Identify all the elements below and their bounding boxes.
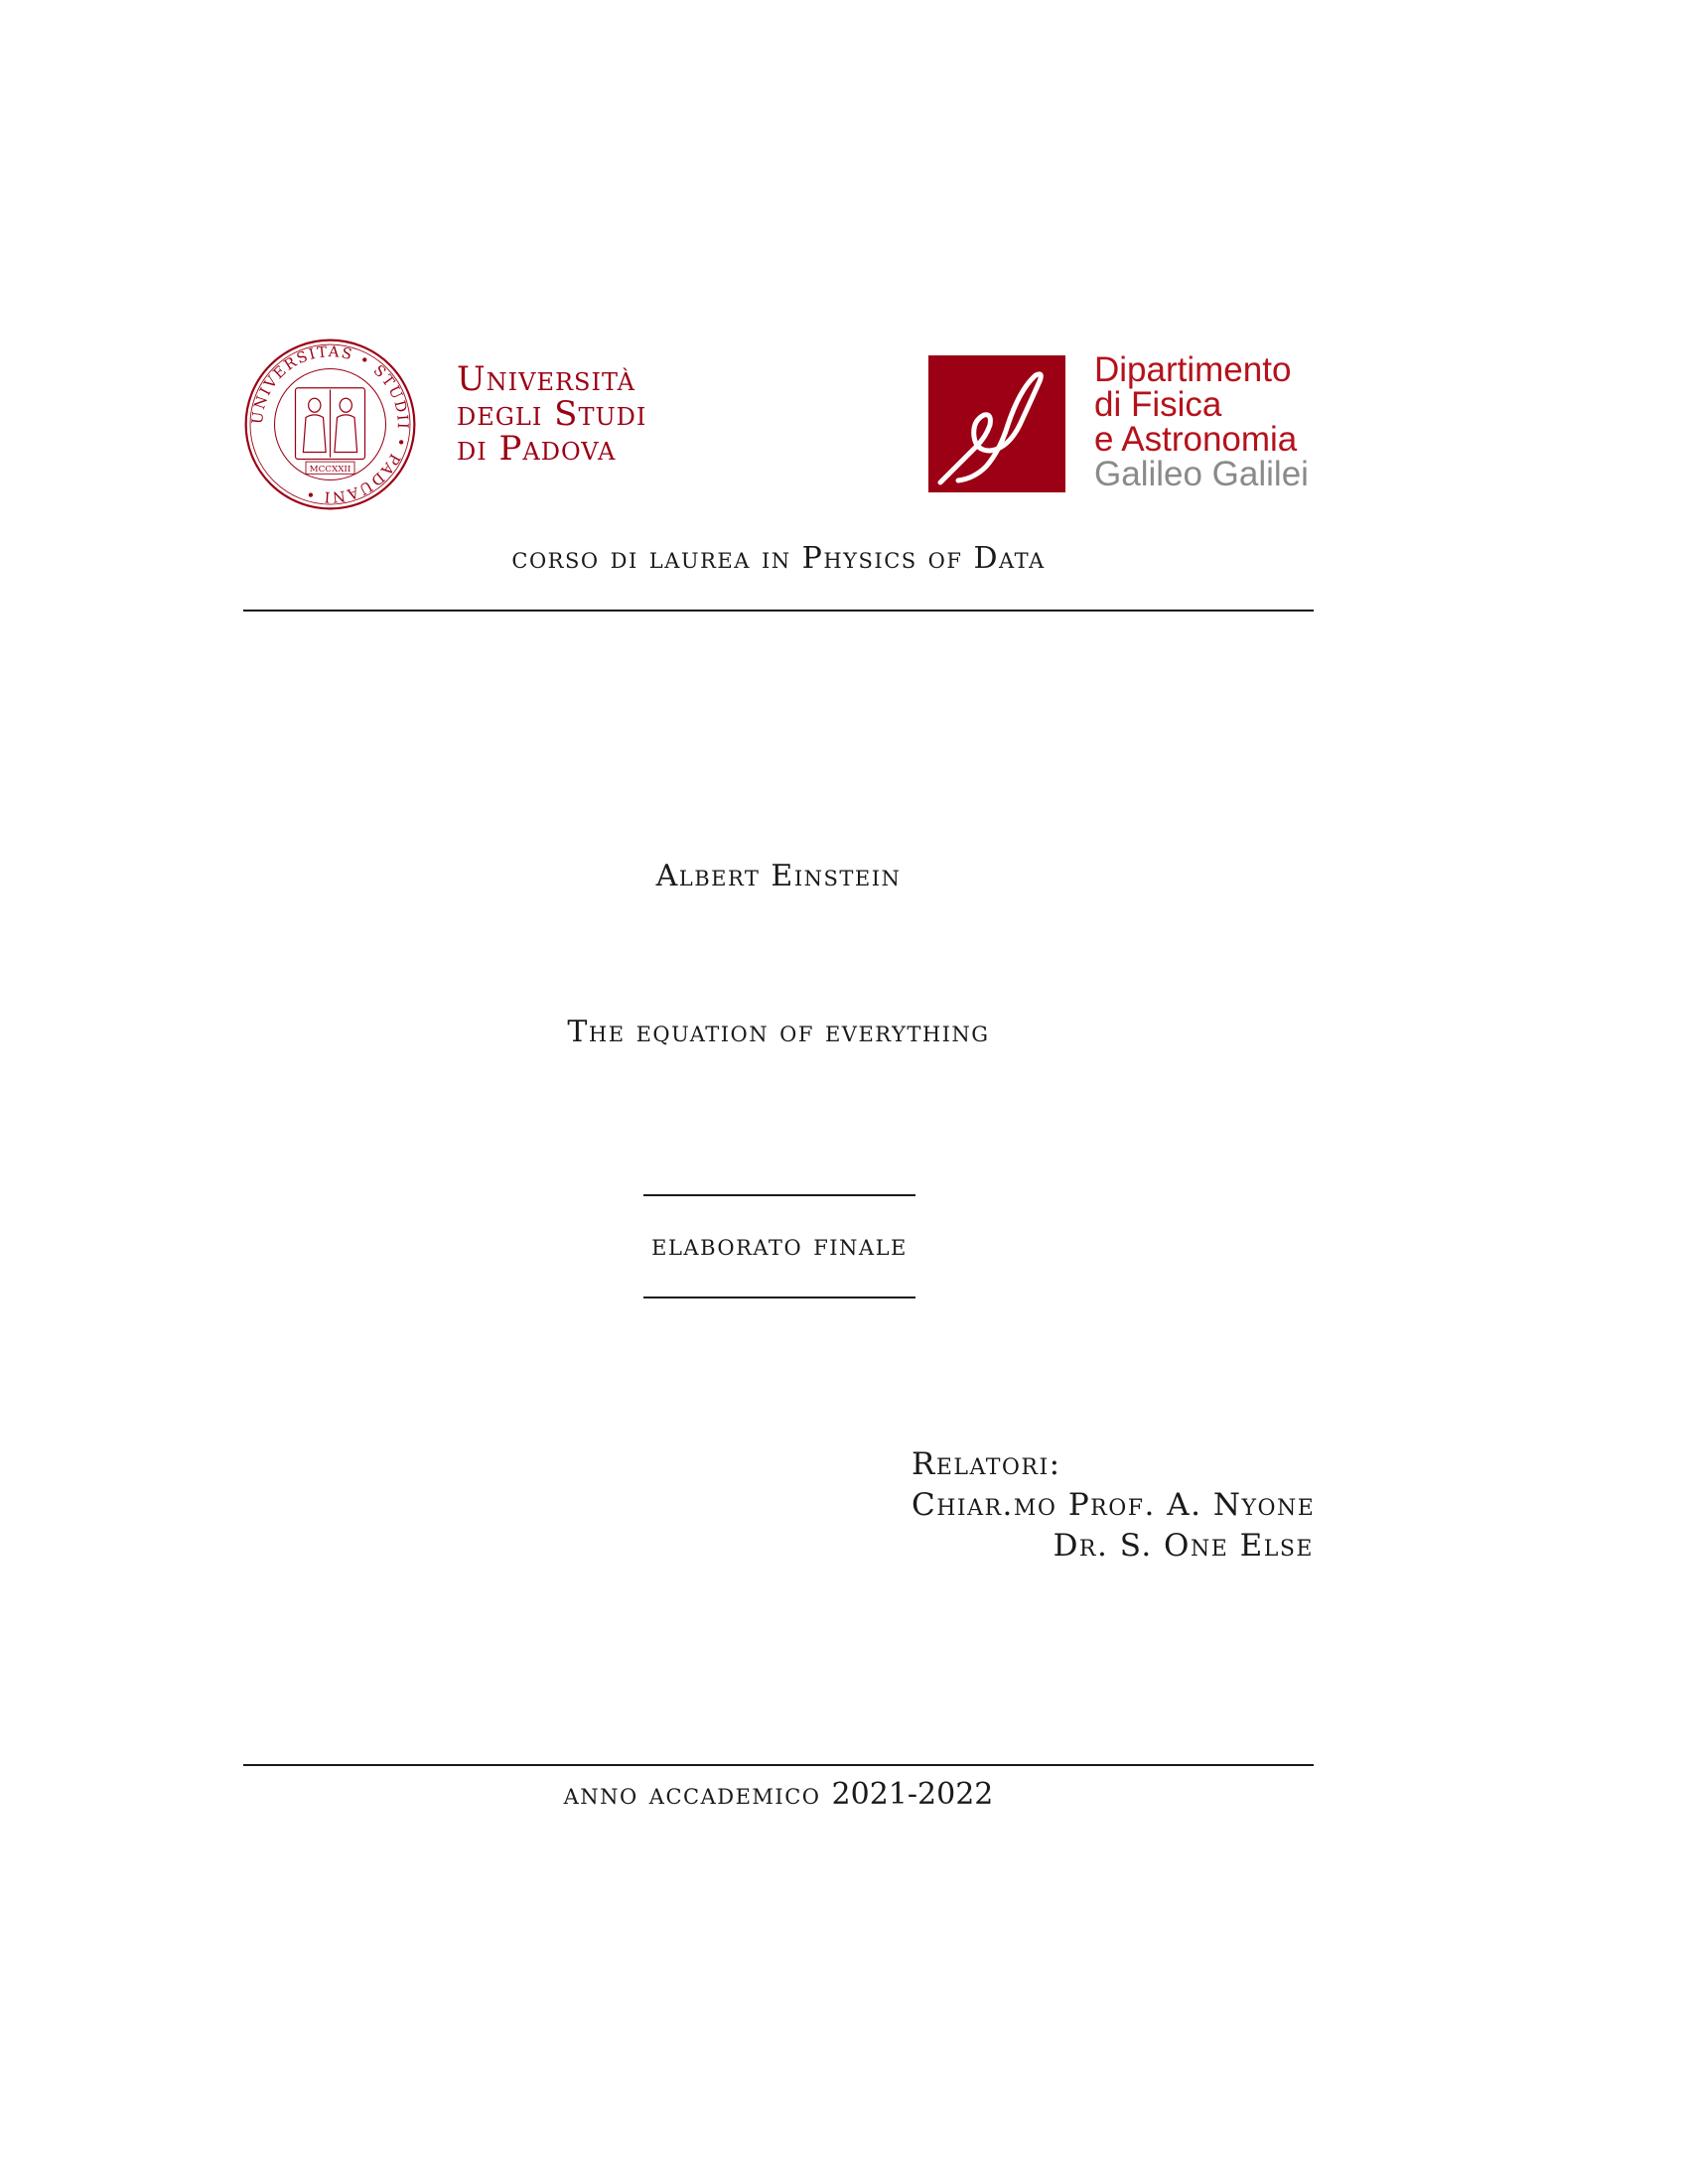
thesis-type-rule-top [643, 1194, 915, 1196]
author-name: Albert Einstein [655, 859, 902, 893]
academic-year-label: anno accademico [563, 1777, 821, 1812]
university-name-line1: Università [457, 359, 636, 399]
thesis-title: The equation of everything [567, 1015, 990, 1049]
department-name-line1: Dipartimento [1094, 350, 1292, 389]
department-name [1094, 352, 1309, 491]
supervisors-label: Relatori: [912, 1446, 1061, 1482]
university-name-line3: di Padova [457, 429, 617, 469]
department-name-line4: Galileo Galilei [1094, 455, 1309, 493]
university-name [457, 359, 647, 469]
university-seal-icon [243, 338, 417, 511]
supervisors-block [912, 1444, 1314, 1567]
department-name-line2: di Fisica [1094, 385, 1222, 424]
academic-year-value: 2021-2022 [831, 1777, 994, 1812]
bottom-divider [243, 1764, 1314, 1766]
seal-ring-text: UNIVERSITAS • STUDII • PADUANI • [247, 342, 412, 507]
course-name: corso di laurea in Physics of Data [511, 541, 1046, 576]
university-name-line2: degli Studi [457, 394, 647, 434]
thesis-type-rule-bottom [643, 1297, 915, 1298]
department-logo-icon [928, 355, 1065, 492]
academic-year [243, 1777, 1314, 1812]
supervisor-second: Dr. S. One Else [1053, 1528, 1314, 1564]
top-divider [243, 610, 1314, 612]
supervisor-first: Chiar.mo Prof. A. Nyone [912, 1487, 1316, 1523]
department-name-line3: e Astronomia [1094, 420, 1298, 459]
thesis-type: elaborato finale [651, 1228, 908, 1263]
seal-year: MCCXXII [309, 464, 352, 475]
